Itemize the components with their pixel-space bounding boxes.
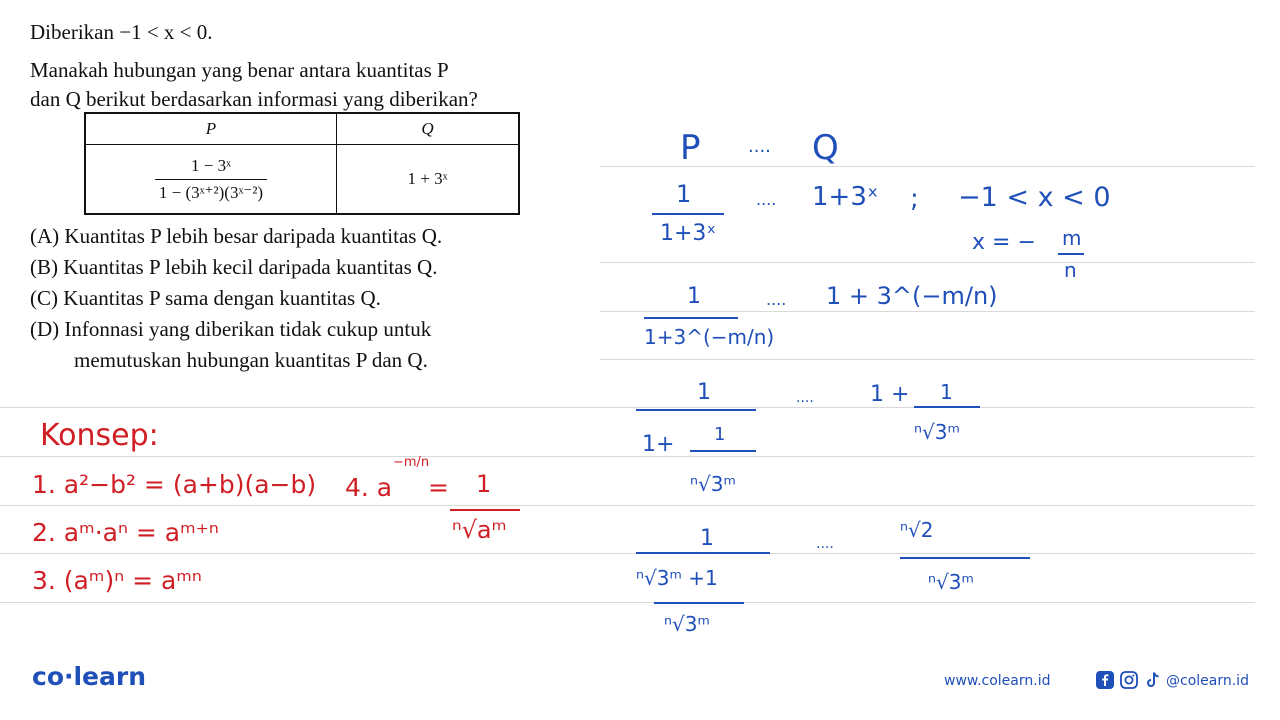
tiktok-icon[interactable] (1144, 671, 1162, 689)
subst-n: n (1064, 258, 1077, 282)
step3-denominator-prefix: 1+ (642, 432, 675, 457)
step3-dots: .... (796, 390, 814, 406)
step3-numerator: 1 (697, 380, 711, 405)
step4-numerator: 1 (700, 526, 714, 551)
step3-rhs-prefix: 1 + (870, 382, 910, 407)
subst-lhs: x = − (972, 230, 1036, 255)
step2-rhs: 1 + 3^(−m/n) (826, 282, 998, 310)
rule-line (0, 602, 1255, 603)
konsep-rule-4-lhs: 4. a (345, 473, 393, 502)
step3-fraction-bar (636, 409, 756, 411)
subst-fraction-bar (1058, 253, 1084, 255)
rule-line (0, 407, 1255, 408)
konsep-rule-4-denominator: ⁿ√aᵐ (452, 516, 507, 544)
konsep-rule-1: 1. a²−b² = (a+b)(a−b) (32, 470, 317, 499)
option-c: (C) Kuantitas P sama dengan kuantitas Q. (30, 286, 381, 310)
step2-fraction-bar (644, 317, 738, 319)
step3-inner-denominator: ⁿ√3ᵐ (690, 472, 736, 496)
subst-m: m (1062, 226, 1082, 250)
work-header-dots: .... (748, 136, 771, 157)
pq-table (84, 112, 520, 215)
rule-line (0, 505, 1255, 506)
step1-fraction-bar (652, 213, 724, 215)
rule-line (0, 553, 1255, 554)
step4-inner-numerator: ⁿ√3ᵐ +1 (636, 566, 718, 590)
question-line-2: Manakah hubungan yang benar antara kuantitas P (30, 58, 449, 82)
facebook-icon[interactable] (1096, 671, 1114, 689)
option-a: (A) Kuantitas P lebih besar daripada kuantitas Q. (30, 224, 443, 248)
step2-dots: .... (766, 290, 787, 309)
step4-rhs-denominator: ⁿ√3ᵐ (928, 570, 974, 594)
footer-social-handle[interactable]: @colearn.id (1166, 673, 1249, 689)
rule-line (600, 359, 1255, 360)
konsep-rule-4-exponent: −m/n (393, 455, 430, 470)
answer-options (30, 221, 442, 376)
colearn-logo: co·learn (32, 662, 147, 691)
konsep-rule-3: 3. (aᵐ)ⁿ = aᵐⁿ (32, 566, 202, 595)
p-numerator: 1 − 3ˣ (155, 156, 267, 180)
question-line-3: dan Q berikut berdasarkan informasi yang diberikan? (30, 87, 478, 111)
option-d: (D) Infonnasi yang diberikan tidak cukup untuk (30, 317, 432, 341)
step1-dots: .... (756, 190, 777, 209)
p-denominator: 1 − (3ˣ⁺²)(3ˣ⁻²) (158, 182, 264, 202)
step3-rhs-fraction-bar (914, 406, 980, 408)
rule-line (0, 456, 1255, 457)
table-header-q: Q (337, 113, 520, 145)
work-header-q: Q (812, 128, 839, 168)
konsep-rule-4-equals: = (428, 473, 449, 502)
instagram-icon[interactable] (1120, 671, 1138, 689)
footer-url[interactable]: www.colearn.id (944, 673, 1051, 689)
work-header-p: P (680, 128, 701, 168)
p-fraction (155, 156, 267, 203)
question-line-1: Diberikan −1 < x < 0. (30, 20, 213, 44)
step3-inner-fraction-bar (690, 450, 756, 452)
given-condition: −1 < x < 0 (958, 182, 1111, 213)
konsep-title: Konsep: (40, 418, 159, 453)
step4-inner-denominator: ⁿ√3ᵐ (664, 612, 710, 636)
step1-denominator: 1+3ˣ (660, 221, 717, 246)
step2-denominator: 1+3^(−m/n) (644, 325, 775, 349)
step3-inner-numerator: 1 (714, 424, 726, 445)
konsep-rule-4-fraction-bar (450, 509, 520, 511)
table-cell-p (85, 145, 337, 215)
option-b: (B) Kuantitas P lebih kecil daripada kuantitas Q. (30, 255, 438, 279)
step4-rhs-numerator: ⁿ√2 (900, 518, 934, 542)
konsep-rule-2: 2. aᵐ·aⁿ = aᵐ⁺ⁿ (32, 518, 219, 547)
step1-rhs: 1+3ˣ (812, 182, 879, 212)
step2-numerator: 1 (687, 284, 701, 309)
step3-rhs-numerator: 1 (940, 380, 953, 404)
table-header-p: P (85, 113, 337, 145)
konsep-rule-4-numerator: 1 (476, 470, 492, 498)
step4-dots: .... (816, 536, 834, 552)
step4-fraction-bar (636, 552, 770, 554)
step1-numerator: 1 (676, 180, 692, 208)
rule-line (600, 262, 1255, 263)
step3-rhs-denominator: ⁿ√3ᵐ (914, 420, 960, 444)
step4-inner-fraction-bar (654, 602, 744, 604)
rule-line (600, 311, 1255, 312)
step1-semicolon: ; (910, 184, 919, 214)
step4-rhs-fraction-bar (900, 557, 1030, 559)
table-cell-q: 1 + 3ˣ (337, 145, 520, 215)
option-d-continued: memutuskan hubungan kuantitas P dan Q. (74, 348, 428, 372)
